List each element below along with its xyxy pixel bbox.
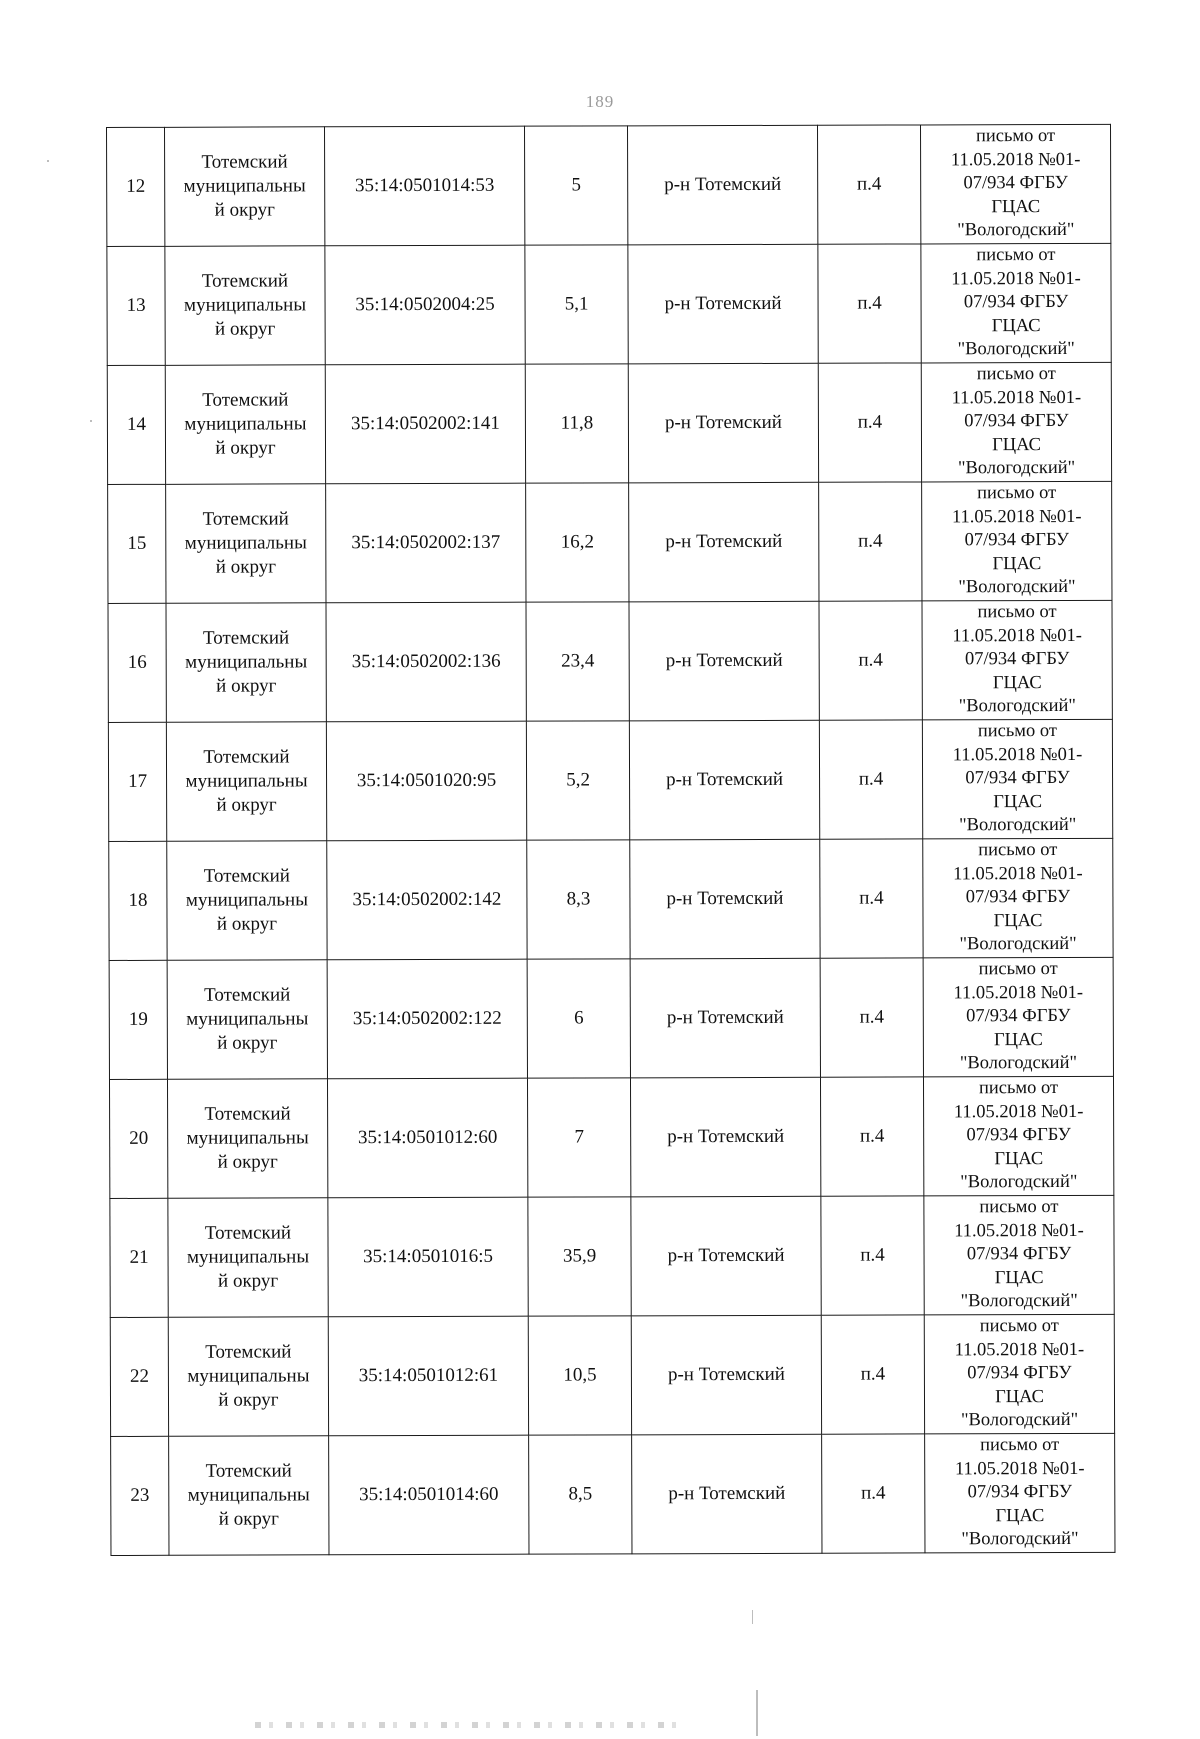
cadastral-number-cell: 35:14:0502002:142 bbox=[327, 840, 527, 960]
note-cell-line: письмо от bbox=[978, 959, 1058, 980]
note-cell-line: "Вологодский" bbox=[959, 815, 1077, 836]
district-cell: р-н Тотемский bbox=[628, 363, 818, 483]
municipality-cell-line: й округ bbox=[214, 318, 276, 340]
municipality-cell bbox=[166, 722, 326, 842]
note-cell-line: "Вологодский" bbox=[960, 1410, 1079, 1431]
municipality-cell-line: муниципальны bbox=[186, 1246, 310, 1268]
clause-cell: п.4 bbox=[820, 958, 923, 1077]
municipality-cell-line: й округ bbox=[217, 1270, 279, 1292]
municipality-cell bbox=[166, 603, 326, 723]
table-row bbox=[109, 838, 1113, 960]
municipality-cell-line: муниципальны bbox=[185, 770, 308, 792]
municipality-cell-line: й округ bbox=[215, 556, 277, 578]
table-row bbox=[108, 600, 1112, 722]
note-cell-line: "Вологодский" bbox=[961, 1529, 1079, 1550]
note-cell-line: 11.05.2018 №01- bbox=[950, 149, 1081, 171]
table-row bbox=[107, 362, 1111, 484]
note-cell-line: 11.05.2018 №01- bbox=[951, 506, 1082, 528]
municipality-cell bbox=[168, 1317, 328, 1437]
area-cell: 10,5 bbox=[528, 1316, 631, 1435]
row-number-cell: 15 bbox=[108, 484, 166, 603]
note-cell-line: ГЦАС bbox=[993, 791, 1043, 812]
note-cell-line: 07/934 ФГБУ bbox=[964, 649, 1070, 670]
municipality-cell bbox=[166, 484, 326, 604]
municipality-cell-line: й округ bbox=[216, 675, 277, 697]
area-cell: 16,2 bbox=[526, 483, 629, 602]
note-cell bbox=[920, 124, 1110, 244]
note-cell-line: 07/934 ФГБУ bbox=[963, 173, 1068, 194]
cadastral-number-cell: 35:14:0501020:95 bbox=[326, 721, 526, 841]
row-number-cell: 18 bbox=[109, 841, 167, 960]
note-cell bbox=[923, 957, 1113, 1077]
cadastral-number-cell: 35:14:0501016:5 bbox=[328, 1197, 528, 1317]
note-cell bbox=[921, 243, 1111, 363]
municipality-cell bbox=[167, 960, 327, 1080]
municipality-cell-line: Тотемский bbox=[202, 389, 289, 411]
note-cell-line: "Вологодский" bbox=[957, 220, 1075, 241]
municipality-cell-line: муниципальны bbox=[186, 1008, 309, 1030]
municipality-cell-line: муниципальны bbox=[187, 1484, 310, 1506]
row-number-cell: 14 bbox=[107, 365, 165, 484]
clause-cell: п.4 bbox=[819, 482, 922, 601]
area-cell: 8,5 bbox=[529, 1435, 632, 1554]
area-cell: 11,8 bbox=[525, 364, 628, 483]
municipality-cell bbox=[167, 1079, 327, 1199]
parcel-table bbox=[106, 124, 1115, 1556]
note-cell-line: письмо от bbox=[977, 721, 1057, 742]
note-cell-line: "Вологодский" bbox=[959, 1053, 1078, 1074]
municipality-cell-line: Тотемский bbox=[205, 1341, 292, 1363]
district-cell: р-н Тотемский bbox=[631, 1315, 821, 1435]
table-row bbox=[108, 481, 1112, 603]
note-cell bbox=[922, 481, 1112, 601]
municipality-cell-line: Тотемский bbox=[203, 746, 290, 768]
municipality-cell-line: муниципальны bbox=[184, 413, 307, 435]
municipality-cell-line: муниципальны bbox=[185, 651, 308, 673]
note-cell-line: "Вологодский" bbox=[958, 577, 1076, 598]
note-cell-line: ГЦАС bbox=[994, 1148, 1044, 1169]
district-cell: р-н Тотемский bbox=[628, 244, 818, 364]
municipality-cell-line: муниципальны bbox=[186, 1127, 309, 1149]
note-cell-line: письмо от bbox=[977, 483, 1057, 504]
note-cell-line: ГЦАС bbox=[993, 1029, 1043, 1050]
area-cell: 23,4 bbox=[526, 602, 629, 721]
municipality-cell-line: й округ bbox=[218, 1508, 280, 1530]
municipality-cell-line: й округ bbox=[218, 1389, 279, 1411]
note-cell-line: 07/934 ФГБУ bbox=[965, 887, 1071, 908]
district-cell: р-н Тотемский bbox=[630, 958, 820, 1078]
note-cell bbox=[923, 1076, 1113, 1196]
district-cell: р-н Тотемский bbox=[629, 482, 819, 602]
area-cell: 8,3 bbox=[527, 840, 630, 959]
municipality-cell bbox=[165, 127, 325, 247]
note-cell-line: 11.05.2018 №01- bbox=[951, 387, 1082, 409]
municipality-cell-line: й округ bbox=[214, 199, 275, 221]
note-cell-line: письмо от bbox=[976, 245, 1056, 266]
note-cell-line: "Вологодский" bbox=[958, 696, 1076, 717]
municipality-cell-line: Тотемский bbox=[203, 865, 290, 887]
table-row bbox=[110, 1314, 1114, 1436]
clause-cell: п.4 bbox=[818, 363, 921, 482]
note-cell-line: ГЦАС bbox=[993, 910, 1043, 931]
note-cell-line: ГЦАС bbox=[994, 1267, 1044, 1288]
municipality-cell-line: й округ bbox=[217, 1151, 278, 1173]
note-cell-line: ГЦАС bbox=[991, 196, 1041, 217]
note-cell-line: 11.05.2018 №01- bbox=[953, 863, 1083, 885]
clause-cell: п.4 bbox=[822, 1434, 925, 1553]
clause-cell: п.4 bbox=[819, 720, 922, 839]
cadastral-number-cell: 35:14:0502002:141 bbox=[325, 364, 525, 484]
scan-artifact bbox=[47, 160, 49, 162]
municipality-cell-line: муниципальны bbox=[185, 889, 308, 911]
area-cell: 35,9 bbox=[528, 1197, 631, 1316]
note-cell-line: 07/934 ФГБУ bbox=[966, 1006, 1071, 1027]
note-cell-line: 07/934 ФГБУ bbox=[966, 1244, 1072, 1265]
clause-cell: п.4 bbox=[821, 1315, 924, 1434]
note-cell-line: 11.05.2018 №01- bbox=[952, 625, 1082, 647]
municipality-cell-line: й округ bbox=[216, 794, 277, 816]
note-cell bbox=[923, 838, 1113, 958]
municipality-cell-line: муниципальны bbox=[187, 1365, 310, 1387]
note-cell-line: ГЦАС bbox=[995, 1386, 1044, 1407]
table-row bbox=[110, 1195, 1114, 1317]
note-cell-line: письмо от bbox=[976, 364, 1056, 385]
note-cell-line: "Вологодский" bbox=[960, 1172, 1078, 1193]
table-row bbox=[111, 1433, 1115, 1555]
district-cell: р-н Тотемский bbox=[627, 125, 817, 245]
note-cell-line: письмо от bbox=[979, 1316, 1059, 1337]
note-cell-line: ГЦАС bbox=[995, 1505, 1045, 1526]
note-cell-line: 11.05.2018 №01- bbox=[951, 268, 1081, 290]
scan-artifact bbox=[90, 420, 92, 422]
municipality-cell-line: й округ bbox=[217, 1032, 278, 1054]
note-cell-line: письмо от bbox=[980, 1435, 1060, 1456]
municipality-cell bbox=[165, 365, 325, 485]
note-cell-line: "Вологодский" bbox=[960, 1291, 1078, 1312]
note-cell bbox=[925, 1433, 1115, 1553]
note-cell-line: 07/934 ФГБУ bbox=[964, 411, 1069, 432]
municipality-cell-line: й округ bbox=[216, 913, 278, 935]
note-cell-line: ГЦАС bbox=[991, 315, 1041, 336]
district-cell: р-н Тотемский bbox=[629, 720, 819, 840]
municipality-cell bbox=[167, 841, 327, 961]
municipality-cell bbox=[169, 1436, 329, 1556]
table-row bbox=[109, 957, 1113, 1079]
note-cell-line: ГЦАС bbox=[992, 553, 1042, 574]
clause-cell: п.4 bbox=[817, 125, 920, 244]
note-cell bbox=[922, 600, 1112, 720]
note-cell-line: 07/934 ФГБУ bbox=[965, 768, 1070, 789]
clause-cell: п.4 bbox=[821, 1196, 924, 1315]
municipality-cell-line: Тотемский bbox=[204, 1222, 292, 1244]
scan-artifact bbox=[752, 1610, 753, 1624]
municipality-cell bbox=[168, 1198, 328, 1318]
note-cell-line: "Вологодский" bbox=[957, 458, 1076, 479]
district-cell: р-н Тотемский bbox=[630, 839, 820, 959]
district-cell: р-н Тотемский bbox=[629, 601, 819, 721]
table-row bbox=[109, 1076, 1113, 1198]
row-number-cell: 17 bbox=[108, 722, 166, 841]
district-cell: р-н Тотемский bbox=[630, 1077, 820, 1197]
table-body bbox=[107, 124, 1115, 1555]
municipality-cell bbox=[165, 246, 325, 366]
municipality-cell-line: Тотемский bbox=[201, 270, 289, 292]
cadastral-number-cell: 35:14:0502002:122 bbox=[327, 959, 527, 1079]
row-number-cell: 21 bbox=[110, 1198, 168, 1317]
scan-artifact bbox=[255, 1722, 685, 1728]
cadastral-number-cell: 35:14:0502002:137 bbox=[326, 483, 526, 603]
note-cell bbox=[924, 1314, 1114, 1434]
municipality-cell-line: й округ bbox=[215, 437, 276, 459]
note-cell-line: 11.05.2018 №01- bbox=[954, 1458, 1085, 1480]
note-cell-line: "Вологодский" bbox=[957, 339, 1075, 360]
note-cell-line: письмо от bbox=[978, 1078, 1059, 1099]
municipality-cell-line: Тотемский bbox=[204, 984, 291, 1006]
note-cell bbox=[922, 719, 1112, 839]
cadastral-number-cell: 35:14:0501012:60 bbox=[327, 1078, 527, 1198]
note-cell-line: письмо от bbox=[979, 1197, 1059, 1218]
cadastral-number-cell: 35:14:0501014:60 bbox=[329, 1435, 529, 1555]
area-cell: 5,1 bbox=[525, 245, 628, 364]
district-cell: р-н Тотемский bbox=[631, 1196, 821, 1316]
area-cell: 5 bbox=[524, 126, 627, 245]
clause-cell: п.4 bbox=[820, 839, 923, 958]
note-cell-line: 11.05.2018 №01- bbox=[954, 1339, 1085, 1361]
clause-cell: п.4 bbox=[820, 1077, 923, 1196]
municipality-cell-line: муниципальны bbox=[183, 175, 306, 197]
page-number: 189 bbox=[585, 92, 615, 111]
cadastral-number-cell: 35:14:0501012:61 bbox=[328, 1316, 528, 1436]
row-number-cell: 13 bbox=[107, 246, 165, 365]
municipality-cell-line: Тотемский bbox=[201, 151, 288, 173]
row-number-cell: 20 bbox=[109, 1079, 167, 1198]
municipality-cell-line: Тотемский bbox=[205, 1460, 292, 1482]
cadastral-number-cell: 35:14:0501014:53 bbox=[325, 126, 525, 246]
row-number-cell: 16 bbox=[108, 603, 166, 722]
table-row bbox=[107, 124, 1111, 246]
note-cell-line: 11.05.2018 №01- bbox=[953, 982, 1084, 1004]
note-cell bbox=[924, 1195, 1114, 1315]
note-cell-line: 07/934 ФГБУ bbox=[964, 530, 1070, 551]
clause-cell: п.4 bbox=[818, 244, 921, 363]
note-cell-line: ГЦАС bbox=[992, 672, 1042, 693]
note-cell bbox=[921, 362, 1111, 482]
note-cell-line: 07/934 ФГБУ bbox=[967, 1482, 1073, 1503]
note-cell-line: письмо от bbox=[977, 602, 1057, 623]
scan-artifact bbox=[756, 1690, 758, 1736]
note-cell-line: 11.05.2018 №01- bbox=[952, 744, 1083, 766]
table-row bbox=[108, 719, 1112, 841]
row-number-cell: 23 bbox=[111, 1436, 169, 1555]
municipality-cell-line: Тотемский bbox=[202, 627, 290, 649]
municipality-cell-line: муниципальны bbox=[184, 532, 307, 554]
note-cell-line: 07/934 ФГБУ bbox=[967, 1363, 1072, 1384]
note-cell-line: 07/934 ФГБУ bbox=[966, 1125, 1071, 1146]
district-cell: р-н Тотемский bbox=[632, 1434, 822, 1554]
area-cell: 6 bbox=[527, 959, 630, 1078]
area-cell: 5,2 bbox=[526, 721, 629, 840]
municipality-cell-line: Тотемский bbox=[204, 1103, 291, 1125]
note-cell-line: письмо от bbox=[975, 126, 1056, 147]
note-cell-line: 11.05.2018 №01- bbox=[954, 1220, 1084, 1242]
row-number-cell: 12 bbox=[107, 127, 165, 246]
note-cell-line: письмо от bbox=[978, 840, 1058, 861]
municipality-cell-line: Тотемский bbox=[202, 508, 289, 530]
note-cell-line: 11.05.2018 №01- bbox=[953, 1101, 1084, 1123]
cadastral-number-cell: 35:14:0502004:25 bbox=[325, 245, 525, 365]
area-cell: 7 bbox=[527, 1078, 630, 1197]
cadastral-number-cell: 35:14:0502002:136 bbox=[326, 602, 526, 722]
row-number-cell: 22 bbox=[110, 1317, 168, 1436]
note-cell-line: 07/934 ФГБУ bbox=[963, 292, 1069, 313]
note-cell-line: "Вологодский" bbox=[959, 934, 1077, 955]
row-number-cell: 19 bbox=[109, 960, 167, 1079]
note-cell-line: ГЦАС bbox=[992, 434, 1041, 455]
clause-cell: п.4 bbox=[819, 601, 922, 720]
table-row bbox=[107, 243, 1111, 365]
municipality-cell-line: муниципальны bbox=[183, 294, 307, 316]
